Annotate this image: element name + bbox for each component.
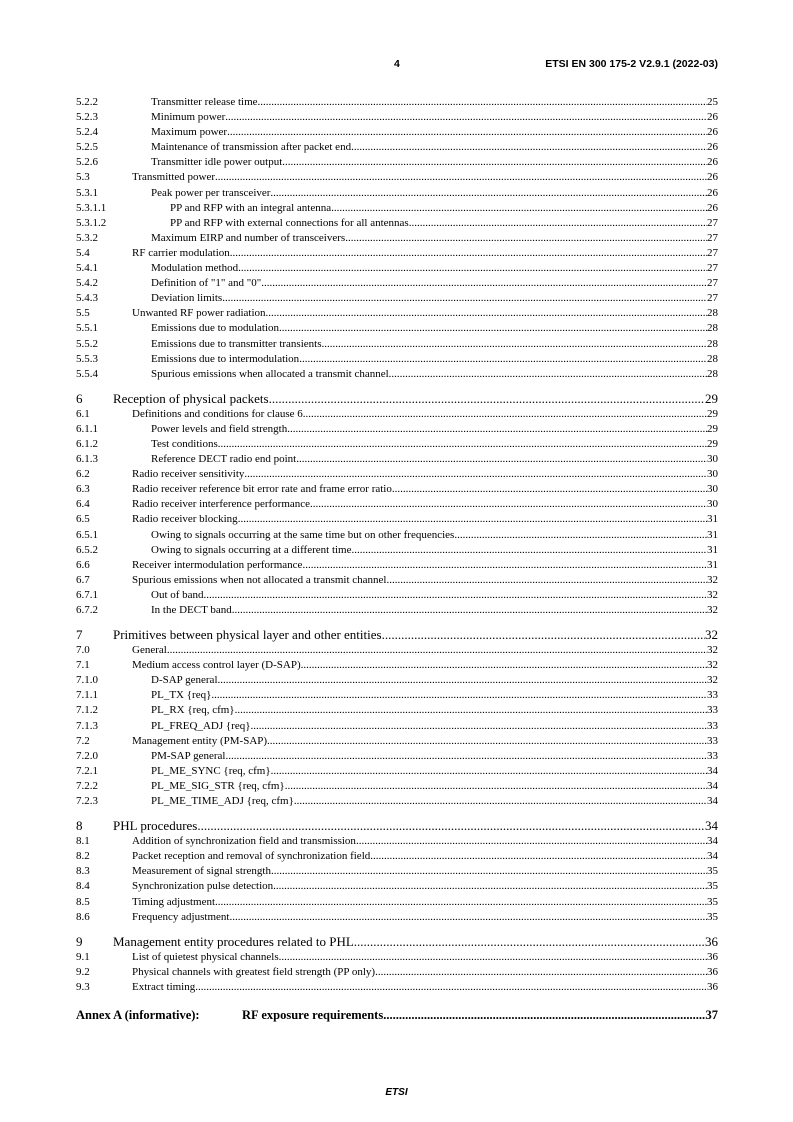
- toc-leader-dots: [345, 232, 707, 244]
- toc-leader-dots: [232, 604, 707, 616]
- toc-entry-title: PP and RFP with external connections for all antennas: [170, 216, 409, 229]
- toc-entry-number: 5.4.2: [76, 277, 98, 290]
- toc-entry-page: 35: [707, 880, 718, 893]
- toc-leader-dots: [167, 644, 707, 656]
- toc-entry-title: Reception of physical packets: [113, 390, 269, 406]
- toc-entry-title: Spurious emissions when not allocated a transmit channel: [132, 573, 387, 586]
- toc-entry-page: 30: [707, 498, 718, 511]
- toc-entry[interactable]: [76, 187, 718, 202]
- toc-entry-number: 7.2.1: [76, 764, 98, 777]
- toc-entry-page: 31: [707, 513, 718, 526]
- toc-entry[interactable]: [76, 126, 718, 141]
- toc-entry-page: 26: [707, 156, 718, 169]
- toc-entry-page: 28: [707, 322, 718, 335]
- toc-entry-title: RF exposure requirements: [242, 1007, 384, 1022]
- toc-entry-title: Out of band: [151, 588, 204, 601]
- toc-entry-number: 8.3: [76, 865, 90, 878]
- toc-entry-number: 8.4: [76, 880, 90, 893]
- toc-entry[interactable]: [76, 529, 718, 544]
- toc-entry-number: Annex A (informative):: [76, 1007, 200, 1022]
- toc-entry-page: 27: [707, 216, 718, 229]
- toc-entry[interactable]: [76, 544, 718, 559]
- toc-entry-page: 32: [707, 588, 718, 601]
- toc-entry-page: 33: [707, 719, 718, 732]
- toc-leader-dots: [351, 141, 707, 153]
- toc-entry-title: Spurious emissions when allocated a transmit channel: [151, 367, 389, 380]
- toc-leader-dots: [354, 934, 705, 950]
- toc-entry[interactable]: [76, 111, 718, 126]
- toc-entry-title: Minimum power: [151, 111, 226, 124]
- toc-chapter-entry[interactable]: [76, 627, 718, 644]
- toc-entry-page: 34: [707, 835, 718, 848]
- toc-entry-page: 34: [705, 818, 718, 834]
- toc-leader-dots: [303, 408, 707, 420]
- toc-entry[interactable]: [76, 981, 718, 996]
- toc-leader-dots: [279, 951, 707, 963]
- toc-entry-number: 5.5.3: [76, 352, 98, 365]
- toc-entry-title: Emissions due to intermodulation: [151, 352, 300, 365]
- page-footer: ETSI: [385, 1087, 408, 1098]
- toc-leader-dots: [386, 574, 707, 586]
- toc-entry[interactable]: [76, 704, 718, 719]
- toc-entry[interactable]: [76, 262, 718, 277]
- toc-entry-page: 33: [707, 749, 718, 762]
- toc-entry[interactable]: [76, 247, 718, 262]
- toc-entry[interactable]: [76, 750, 718, 765]
- toc-entry-title: Radio receiver sensitivity: [132, 468, 245, 481]
- toc-entry-page: 36: [707, 965, 718, 978]
- toc-entry-number: 7.0: [76, 644, 90, 657]
- toc-entry-title: PHL procedures: [113, 818, 198, 834]
- toc-entry[interactable]: [76, 96, 718, 111]
- toc-entry[interactable]: [76, 689, 718, 704]
- toc-entry-number: 5.2.5: [76, 141, 98, 154]
- toc-leader-dots: [238, 262, 707, 274]
- toc-entry-page: 26: [707, 186, 718, 199]
- toc-entry-page: 36: [707, 980, 718, 993]
- toc-entry-page: 32: [707, 604, 718, 616]
- toc-leader-dots: [287, 423, 707, 435]
- toc-entry[interactable]: [76, 171, 718, 186]
- toc-entry-number: 5.5: [76, 307, 90, 320]
- toc-annex-entry[interactable]: [76, 1008, 718, 1026]
- toc-leader-dots: [382, 627, 705, 643]
- toc-entry-title: Transmitted power: [132, 171, 216, 184]
- toc-entry-title: Emissions due to transmitter transients: [151, 337, 322, 350]
- toc-entry-title: Owing to signals occurring at a different time: [151, 543, 352, 556]
- toc-leader-dots: [267, 735, 707, 747]
- toc-leader-dots: [321, 338, 707, 350]
- toc-entry-title: In the DECT band: [151, 604, 232, 616]
- toc-leader-dots: [230, 247, 707, 259]
- toc-entry-number: 5.2.6: [76, 156, 98, 169]
- toc-leader-dots: [375, 966, 707, 978]
- toc-entry-title: Management entity (PM-SAP): [132, 734, 268, 747]
- toc-entry-title: Timing adjustment: [132, 895, 216, 908]
- toc-entry-title: PL_TX {req}: [151, 689, 212, 702]
- toc-entry[interactable]: [76, 674, 718, 689]
- toc-entry[interactable]: [76, 468, 718, 483]
- toc-entry[interactable]: [76, 292, 718, 307]
- toc-leader-dots: [204, 589, 707, 601]
- toc-leader-dots: [310, 498, 707, 510]
- toc-entry-title: PL_FREQ_ADJ {req}: [151, 719, 251, 732]
- toc-entry-page: 34: [707, 779, 718, 792]
- toc-entry-number: 6.4: [76, 498, 90, 511]
- toc-entry-page: 26: [707, 126, 718, 139]
- toc-entry[interactable]: [76, 559, 718, 574]
- toc-entry[interactable]: [76, 156, 718, 171]
- toc-entry-number: 6.7: [76, 573, 90, 586]
- toc-entry-title: Radio receiver reference bit error rate and frame error ratio: [132, 483, 392, 496]
- toc-leader-dots: [273, 880, 707, 892]
- toc-entry-page: 30: [707, 453, 718, 466]
- toc-entry-title: List of quietest physical channels: [132, 950, 279, 963]
- toc-entry[interactable]: [76, 408, 718, 423]
- toc-entry-number: 6.7.2: [76, 604, 98, 616]
- toc-entry-title: Transmitter release time: [151, 96, 258, 108]
- toc-entry-number: 5.3.1: [76, 186, 98, 199]
- toc-entry-title: Power levels and field strength: [151, 422, 288, 435]
- toc-entry-number: 5.3.1.1: [76, 201, 107, 214]
- toc-entry-title: Definition of "1" and "0": [151, 277, 262, 290]
- toc-entry-page: 27: [707, 246, 718, 259]
- toc-entry-page: 33: [707, 734, 718, 747]
- toc-leader-dots: [282, 156, 707, 168]
- toc-leader-dots: [195, 981, 707, 993]
- toc-entry-number: 5.2.3: [76, 111, 98, 124]
- toc-leader-dots: [250, 720, 707, 732]
- toc-entry-page: 27: [707, 231, 718, 244]
- toc-entry-number: 5.4.1: [76, 262, 98, 275]
- toc-entry-title: PL_RX {req, cfm}: [151, 704, 235, 717]
- toc-entry-number: 6.6: [76, 558, 90, 571]
- toc-leader-dots: [266, 307, 708, 319]
- toc-entry-number: 5.2.4: [76, 126, 98, 139]
- toc-leader-dots: [215, 171, 707, 183]
- toc-entry-title: PP and RFP with an integral antenna: [170, 201, 332, 214]
- toc-entry-title: Medium access control layer (D-SAP): [132, 659, 301, 672]
- toc-leader-dots: [409, 217, 707, 229]
- toc-leader-dots: [352, 544, 708, 556]
- toc-leader-dots: [294, 795, 707, 807]
- toc-entry-title: Reference DECT radio end point: [151, 453, 297, 466]
- toc-entry[interactable]: [76, 322, 718, 337]
- toc-entry-page: 31: [707, 558, 718, 571]
- toc-entry-number: 6.5.2: [76, 543, 98, 556]
- toc-entry-page: 33: [707, 689, 718, 702]
- toc-leader-dots: [227, 126, 707, 138]
- toc-entry[interactable]: [76, 483, 718, 498]
- toc-entry-title: Addition of synchronization field and transmission: [132, 835, 356, 848]
- toc-entry-page: 29: [707, 407, 718, 420]
- toc-entry-page: 33: [707, 704, 718, 717]
- toc-entry[interactable]: [76, 951, 718, 966]
- toc-entry-number: 7.2.3: [76, 795, 98, 808]
- toc-leader-dots: [392, 483, 707, 495]
- toc-entry-page: 32: [707, 674, 718, 687]
- toc-entry-title: Radio receiver blocking: [132, 513, 238, 526]
- toc-leader-dots: [225, 111, 707, 123]
- toc-entry-page: 26: [707, 171, 718, 184]
- toc-entry-number: 7: [76, 627, 83, 643]
- toc-leader-dots: [218, 438, 707, 450]
- toc-entry-page: 27: [707, 292, 718, 305]
- toc-entry[interactable]: [76, 453, 718, 468]
- toc-entry-page: 29: [707, 422, 718, 435]
- toc-entry-title: Frequency adjustment: [132, 910, 230, 923]
- toc-leader-dots: [302, 559, 707, 571]
- toc-entry[interactable]: [76, 966, 718, 981]
- toc-entry-number: 6.1.1: [76, 422, 98, 435]
- toc-entry[interactable]: [76, 720, 718, 735]
- toc-leader-dots: [299, 353, 707, 365]
- toc-chapter-entry[interactable]: [76, 818, 718, 835]
- toc-entry-title: Test conditions: [151, 437, 218, 450]
- toc-entry[interactable]: [76, 368, 718, 383]
- toc-entry-page: 35: [707, 895, 718, 908]
- toc-entry[interactable]: [76, 765, 718, 780]
- toc-entry-page: 37: [705, 1007, 718, 1022]
- toc-entry-title: Receiver intermodulation performance: [132, 558, 303, 571]
- toc-leader-dots: [285, 780, 707, 792]
- toc-entry[interactable]: [76, 644, 718, 659]
- toc-entry[interactable]: [76, 780, 718, 795]
- toc-entry-title: Management entity procedures related to PHL: [113, 933, 354, 949]
- toc-entry-number: 5.4.3: [76, 292, 98, 305]
- toc-entry-title: PL_ME_TIME_ADJ {req, cfm}: [151, 795, 294, 808]
- toc-leader-dots: [211, 689, 707, 701]
- toc-entry-number: 5.5.1: [76, 322, 98, 335]
- toc-entry-title: D-SAP general: [151, 674, 218, 687]
- toc-entry-number: 5.2.2: [76, 96, 98, 108]
- toc-entry-title: Deviation limits: [151, 292, 223, 305]
- toc-leader-dots: [454, 529, 707, 541]
- toc-entry[interactable]: [76, 217, 718, 232]
- page-number: 4: [394, 58, 400, 70]
- toc-entry-title: PL_ME_SIG_STR {req, cfm}: [151, 779, 285, 792]
- toc-entry-number: 9.1: [76, 950, 90, 963]
- toc-entry-title: Extract timing: [132, 980, 196, 993]
- toc-entry[interactable]: [76, 277, 718, 292]
- toc-entry[interactable]: [76, 735, 718, 750]
- toc-entry-number: 5.5.2: [76, 337, 98, 350]
- toc-entry[interactable]: [76, 795, 718, 810]
- toc-entry[interactable]: [76, 232, 718, 247]
- toc-entry-title: Physical channels with greatest field strength (PP only): [132, 965, 376, 978]
- toc-entry-title: Radio receiver interference performance: [132, 498, 311, 511]
- toc-entry-number: 9.3: [76, 980, 90, 993]
- toc-entry-page: 26: [707, 141, 718, 154]
- toc-entry[interactable]: [76, 911, 718, 926]
- toc-entry-title: RF carrier modulation: [132, 246, 230, 259]
- toc-leader-dots: [389, 368, 707, 380]
- toc-entry-page: 36: [707, 950, 718, 963]
- toc-entry-page: 32: [707, 573, 718, 586]
- toc-entry-page: 30: [707, 483, 718, 496]
- toc-entry-number: 5.3: [76, 171, 90, 184]
- toc-entry-page: 36: [705, 933, 718, 949]
- toc-entry-title: Definitions and conditions for clause 6: [132, 407, 303, 420]
- toc-entry-title: General: [132, 644, 167, 657]
- toc-entry-title: Peak power per transceiver: [151, 186, 271, 199]
- toc-entry-number: 6.2: [76, 468, 90, 481]
- toc-entry-title: Maintenance of transmission after packet end: [151, 141, 352, 154]
- toc-entry[interactable]: [76, 850, 718, 865]
- toc-leader-dots: [235, 704, 707, 716]
- toc-entry-number: 5.3.2: [76, 231, 98, 244]
- toc-entry-number: 8.6: [76, 910, 90, 923]
- toc-entry-number: 8.1: [76, 835, 90, 848]
- toc-entry[interactable]: [76, 896, 718, 911]
- toc-leader-dots: [258, 96, 707, 108]
- document-reference: ETSI EN 300 175-2 V2.9.1 (2022-03): [545, 58, 718, 70]
- toc-entry-page: 28: [707, 307, 718, 320]
- toc-entry[interactable]: [76, 498, 718, 513]
- toc-leader-dots: [270, 187, 707, 199]
- toc-leader-dots: [356, 835, 707, 847]
- toc-entry-number: 5.5.4: [76, 367, 98, 380]
- toc-entry-number: 7.2.2: [76, 779, 98, 792]
- toc-entry-title: Measurement of signal strength: [132, 865, 271, 878]
- toc-entry-page: 34: [707, 795, 718, 808]
- toc-entry-number: 7.2.0: [76, 749, 98, 762]
- toc-chapter-entry[interactable]: [76, 391, 718, 408]
- toc-entry-page: 26: [707, 111, 718, 124]
- toc-entry[interactable]: [76, 589, 718, 604]
- toc-entry-number: 9: [76, 933, 83, 949]
- toc-entry-number: 6.3: [76, 483, 90, 496]
- toc-entry-page: 31: [707, 543, 718, 556]
- toc-entry-number: 6.5.1: [76, 528, 98, 541]
- toc-leader-dots: [238, 513, 707, 525]
- toc-entry[interactable]: [76, 338, 718, 353]
- toc-entry-page: 35: [707, 865, 718, 878]
- toc-entry-number: 7.1.0: [76, 674, 98, 687]
- toc-entry-title: Maximum power: [151, 126, 228, 139]
- toc-entry-title: Packet reception and removal of synchronization field: [132, 850, 371, 863]
- toc-entry-number: 8.2: [76, 850, 90, 863]
- toc-entry-page: 25: [707, 96, 718, 108]
- toc-entry-page: 27: [707, 262, 718, 275]
- toc-leader-dots: [296, 453, 707, 465]
- toc-entry[interactable]: [76, 513, 718, 528]
- toc-entry-page: 26: [707, 201, 718, 214]
- toc-entry-number: 6: [76, 390, 83, 406]
- toc-entry-title: Emissions due to modulation: [151, 322, 280, 335]
- toc-entry[interactable]: [76, 423, 718, 438]
- toc-leader-dots: [269, 391, 705, 407]
- toc-leader-dots: [244, 468, 707, 480]
- toc-entry-number: 5.4: [76, 246, 90, 259]
- toc-leader-dots: [218, 674, 708, 686]
- toc-entry-page: 29: [707, 437, 718, 450]
- toc-entry-number: 7.1.2: [76, 704, 98, 717]
- toc-entry-number: 7.1: [76, 659, 90, 672]
- toc-entry[interactable]: [76, 353, 718, 368]
- toc-entry-page: 28: [707, 367, 718, 380]
- toc-leader-dots: [222, 292, 707, 304]
- toc-leader-dots: [229, 911, 707, 923]
- toc-leader-dots: [271, 765, 707, 777]
- toc-entry[interactable]: [76, 865, 718, 880]
- toc-leader-dots: [331, 202, 707, 214]
- toc-entry[interactable]: [76, 604, 718, 619]
- toc-entry-title: Unwanted RF power radiation: [132, 307, 266, 320]
- toc-entry[interactable]: [76, 880, 718, 895]
- toc-leader-dots: [271, 865, 707, 877]
- toc-leader-dots: [197, 818, 705, 834]
- toc-entry-number: 5.3.1.2: [76, 216, 107, 229]
- toc-entry-number: 6.1.2: [76, 437, 98, 450]
- toc-entry-title: Modulation method: [151, 262, 239, 275]
- toc-entry-title: PM-SAP general: [151, 749, 226, 762]
- toc-entry-number: 8.5: [76, 895, 90, 908]
- toc-entry-page: 32: [705, 627, 718, 643]
- toc-entry[interactable]: [76, 438, 718, 453]
- toc-entry-number: 6.1: [76, 407, 90, 420]
- toc-entry-page: 29: [705, 390, 718, 406]
- toc-entry-number: 9.2: [76, 965, 90, 978]
- toc-entry-page: 31: [707, 528, 718, 541]
- toc-entry-page: 35: [707, 910, 718, 923]
- toc-entry-page: 32: [707, 659, 718, 672]
- toc-entry-title: PL_ME_SYNC {req, cfm}: [151, 764, 271, 777]
- toc-entry-page: 32: [707, 644, 718, 657]
- toc-leader-dots: [261, 277, 707, 289]
- toc-entry-page: 27: [707, 277, 718, 290]
- toc-entry-title: Primitives between physical layer and other entities: [113, 627, 382, 643]
- toc-entry-number: 7.1.3: [76, 719, 98, 732]
- toc-entry-number: 8: [76, 818, 83, 834]
- toc-leader-dots: [370, 850, 707, 862]
- toc-entry-title: Owing to signals occurring at the same time but on other frequencies: [151, 528, 455, 541]
- toc-entry-number: 6.7.1: [76, 588, 98, 601]
- toc-entry[interactable]: [76, 574, 718, 589]
- toc-chapter-entry[interactable]: [76, 934, 718, 951]
- table-of-contents: [76, 96, 718, 1026]
- toc-entry[interactable]: [76, 659, 718, 674]
- toc-entry-number: 6.1.3: [76, 453, 98, 466]
- toc-entry[interactable]: [76, 202, 718, 217]
- toc-entry-page: 28: [707, 352, 718, 365]
- toc-entry-number: 7.2: [76, 734, 90, 747]
- toc-entry-page: 34: [707, 764, 718, 777]
- toc-entry-number: 7.1.1: [76, 689, 98, 702]
- toc-entry-title: Maximum EIRP and number of transceivers: [151, 231, 346, 244]
- page-header: [76, 58, 718, 72]
- toc-entry[interactable]: [76, 141, 718, 156]
- toc-entry-title: Transmitter idle power output: [151, 156, 283, 169]
- toc-entry-page: 28: [707, 337, 718, 350]
- toc-entry-page: 30: [707, 468, 718, 481]
- toc-leader-dots: [225, 750, 707, 762]
- toc-leader-dots: [383, 1008, 705, 1023]
- toc-entry-title: Synchronization pulse detection: [132, 880, 274, 893]
- toc-entry[interactable]: [76, 835, 718, 850]
- toc-entry[interactable]: [76, 307, 718, 322]
- toc-leader-dots: [301, 659, 707, 671]
- toc-leader-dots: [279, 322, 707, 334]
- toc-entry-number: 6.5: [76, 513, 90, 526]
- toc-entry-page: 34: [707, 850, 718, 863]
- toc-leader-dots: [215, 896, 707, 908]
